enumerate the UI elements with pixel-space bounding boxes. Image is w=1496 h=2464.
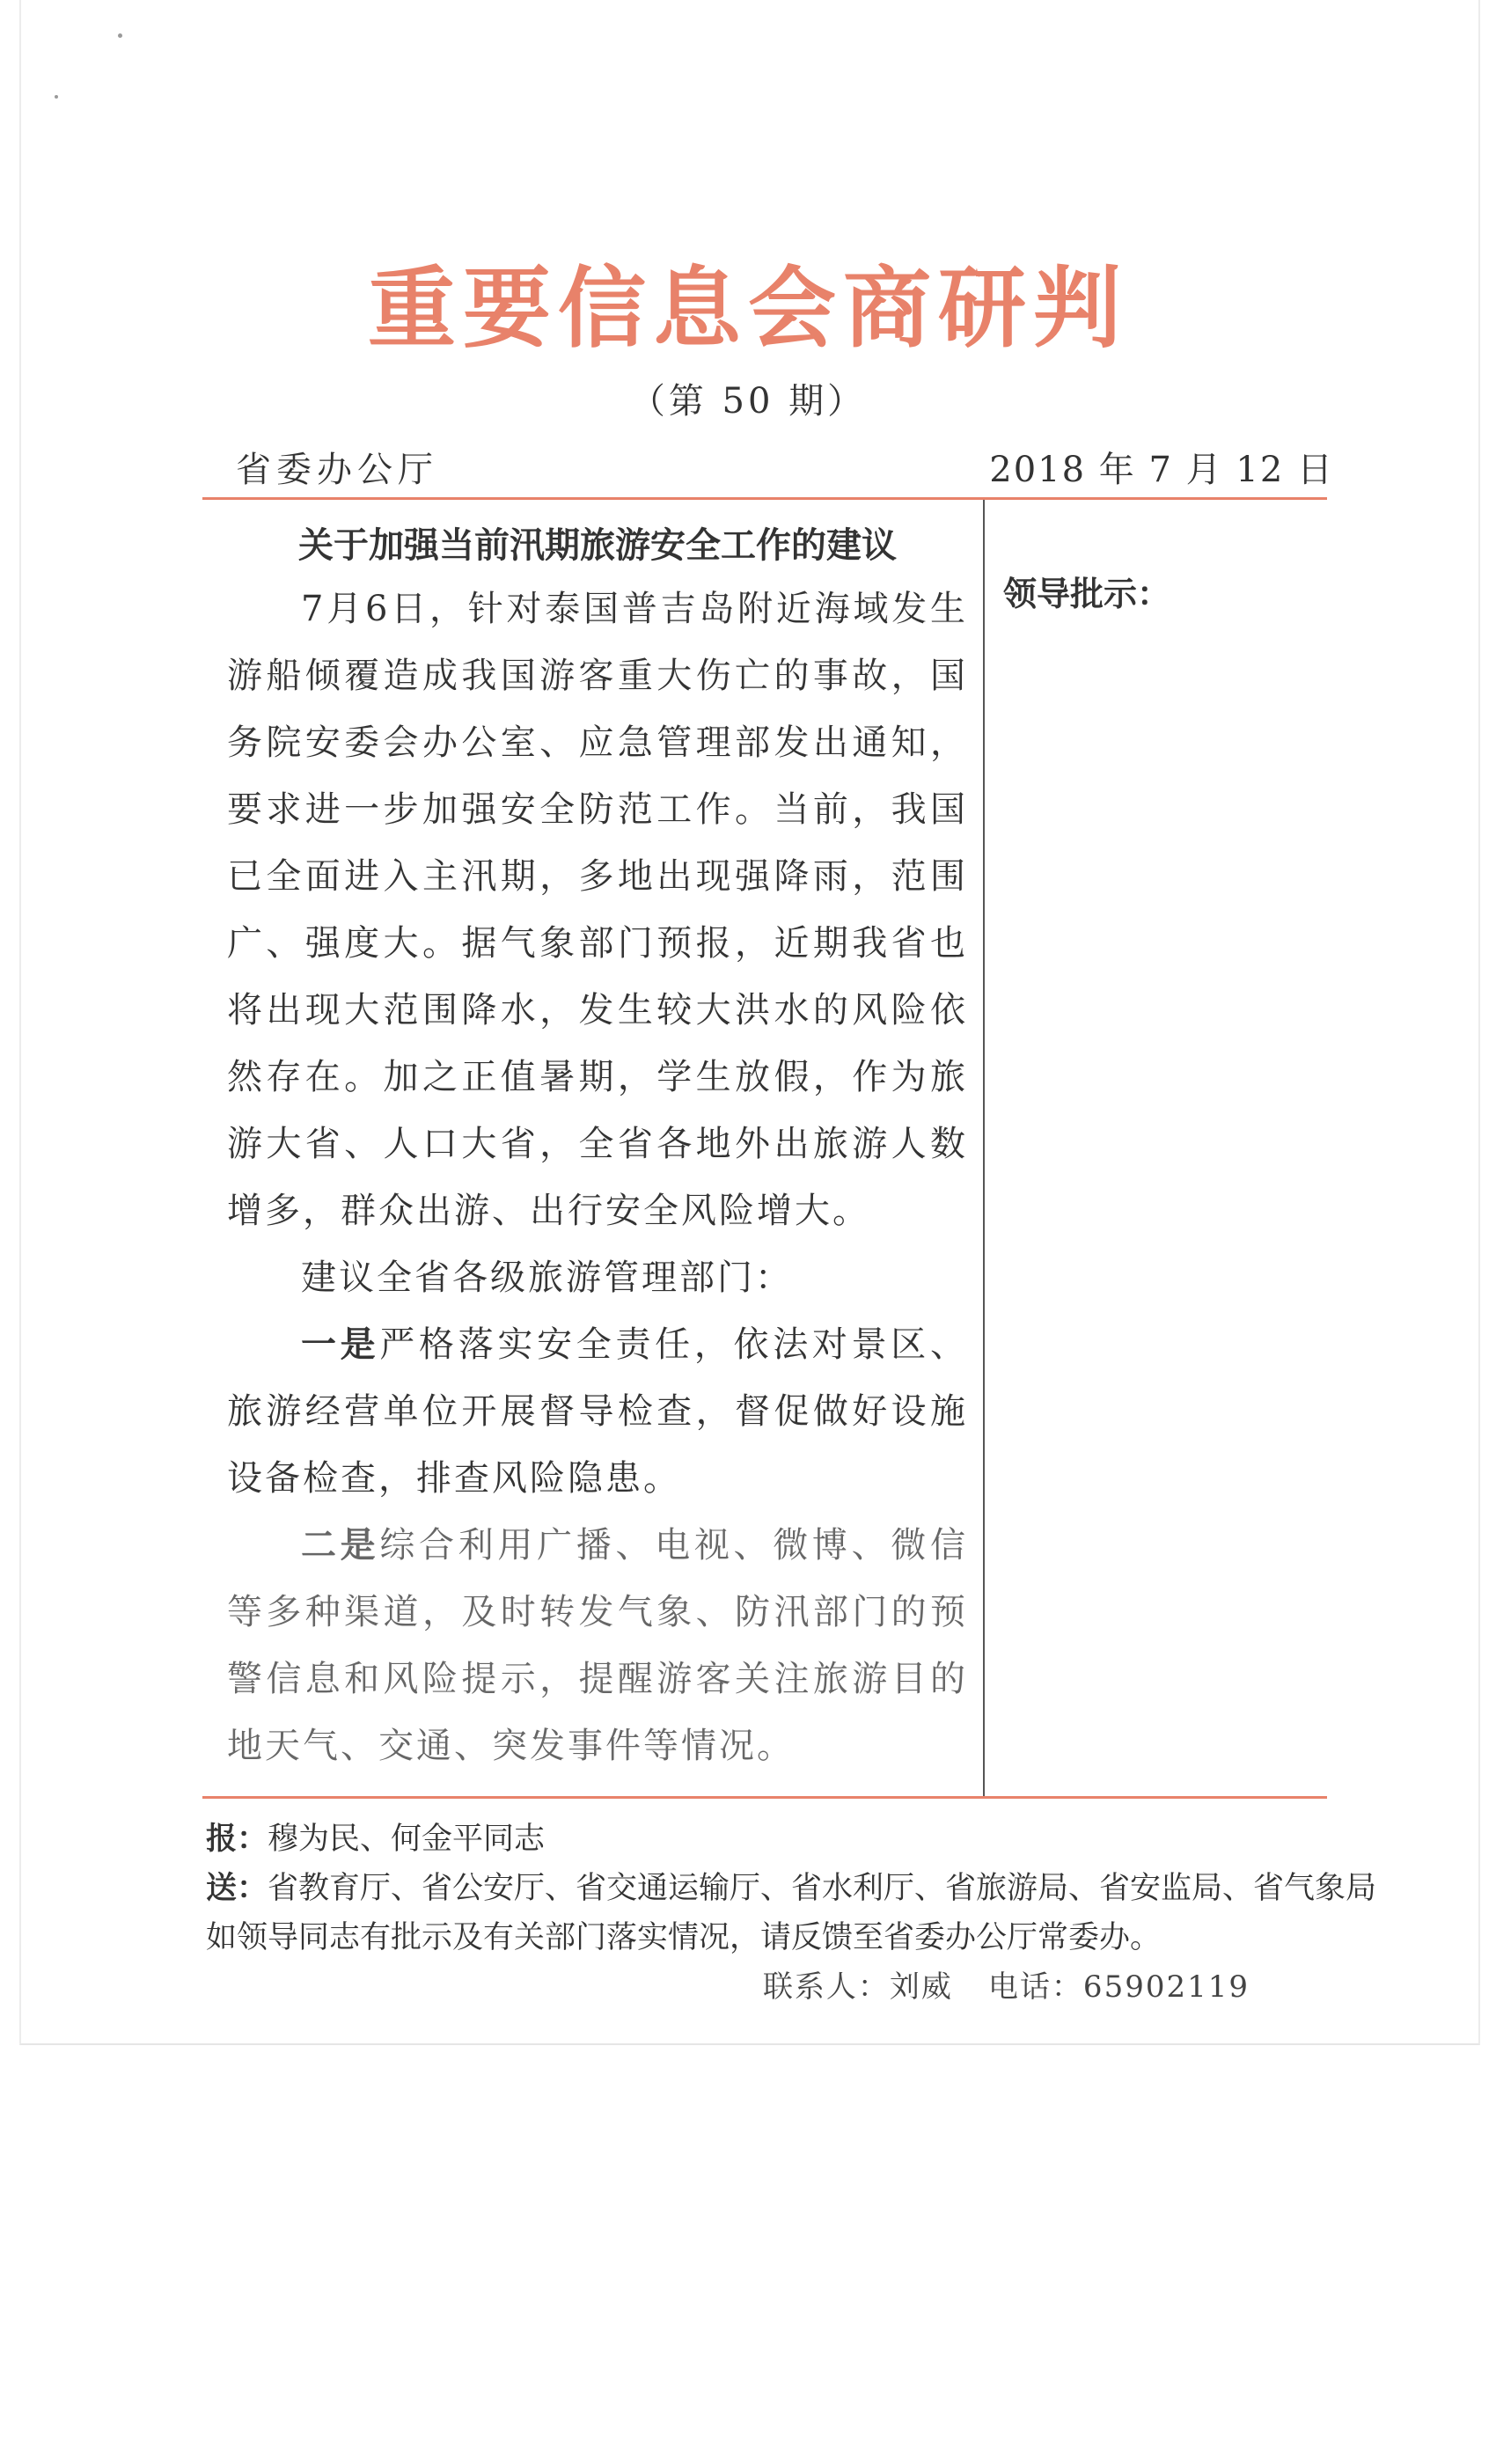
distribution-footer: [206, 1815, 1377, 2012]
item-label: 一是: [301, 1324, 380, 1365]
suggestion-item-1: [227, 1311, 968, 1512]
report-recipients: 穆为民、何金平同志: [268, 1822, 546, 1857]
issue-number: （第 50 期）: [629, 381, 867, 422]
item-text: 严格落实安全责任，依法对景区、旅游经营单位开展督导检查，督促做好设施设备检查，排查风险隐患。: [227, 1324, 968, 1499]
send-label: 送：: [206, 1871, 268, 1906]
report-label: 报：: [206, 1822, 268, 1857]
issue-date: 2018 年 7 月 12 日: [989, 450, 1334, 490]
issuing-office: 省委办公厅: [236, 450, 438, 490]
article-body: [227, 521, 968, 1779]
feedback-note: 如领导同志有批示及有关部门落实情况，请反馈至省委办公厅常委办。: [206, 1920, 1162, 1955]
scan-speck: [118, 33, 122, 38]
send-line: [206, 1864, 1377, 1913]
scan-speck: [55, 95, 58, 99]
column-divider: [983, 500, 985, 1796]
article-title: 关于加强当前汛期旅游安全工作的建议: [298, 525, 897, 566]
suggestion-item-2: [227, 1512, 968, 1779]
report-line: [206, 1815, 1332, 1864]
paragraph-suggestion-intro: 建议全省各级旅游管理部门：: [301, 1258, 793, 1298]
paragraph-background: 7月6日，针对泰国普吉岛附近海域发生游船倾覆造成我国游客重大伤亡的事故，国务院安委会办公室、应急管理部发出通知，要求进一步加强安全防范工作。当前，我国已全面进入主汛期，多地出现强降雨，范围广、强度大。据气象部门预报，近期我省也将出现大范围降水，发生较大洪水的风险依然存在。加之正值暑期，学生放假，作为旅游大省、人口大省，全省各地外出旅游人数增多，群众出游、出行安全风险增大。: [227, 589, 968, 1231]
leader-instruction-label: 领导批示：: [1003, 575, 1171, 613]
send-recipients: 省教育厅、省公安厅、省交通运输厅、省水利厅、省旅游局、省安监局、省气象局: [268, 1871, 1377, 1906]
contact-phone: 电话：65902119: [987, 1969, 1250, 2005]
item-text: 综合利用广播、电视、微博、微信等多种渠道，及时转发气象、防汛部门的预警信息和风险提示，提醒游客关注旅游目的地天气、交通、突发事件等情况。: [227, 1525, 968, 1766]
contact-line: [206, 1962, 1332, 2012]
body-divider: [202, 1796, 1327, 1799]
document-title: 重要信息会商研判: [368, 256, 1128, 360]
item-label: 二是: [301, 1525, 380, 1566]
contact-person: 联系人：刘威: [762, 1969, 953, 2005]
header-divider: [202, 497, 1327, 500]
